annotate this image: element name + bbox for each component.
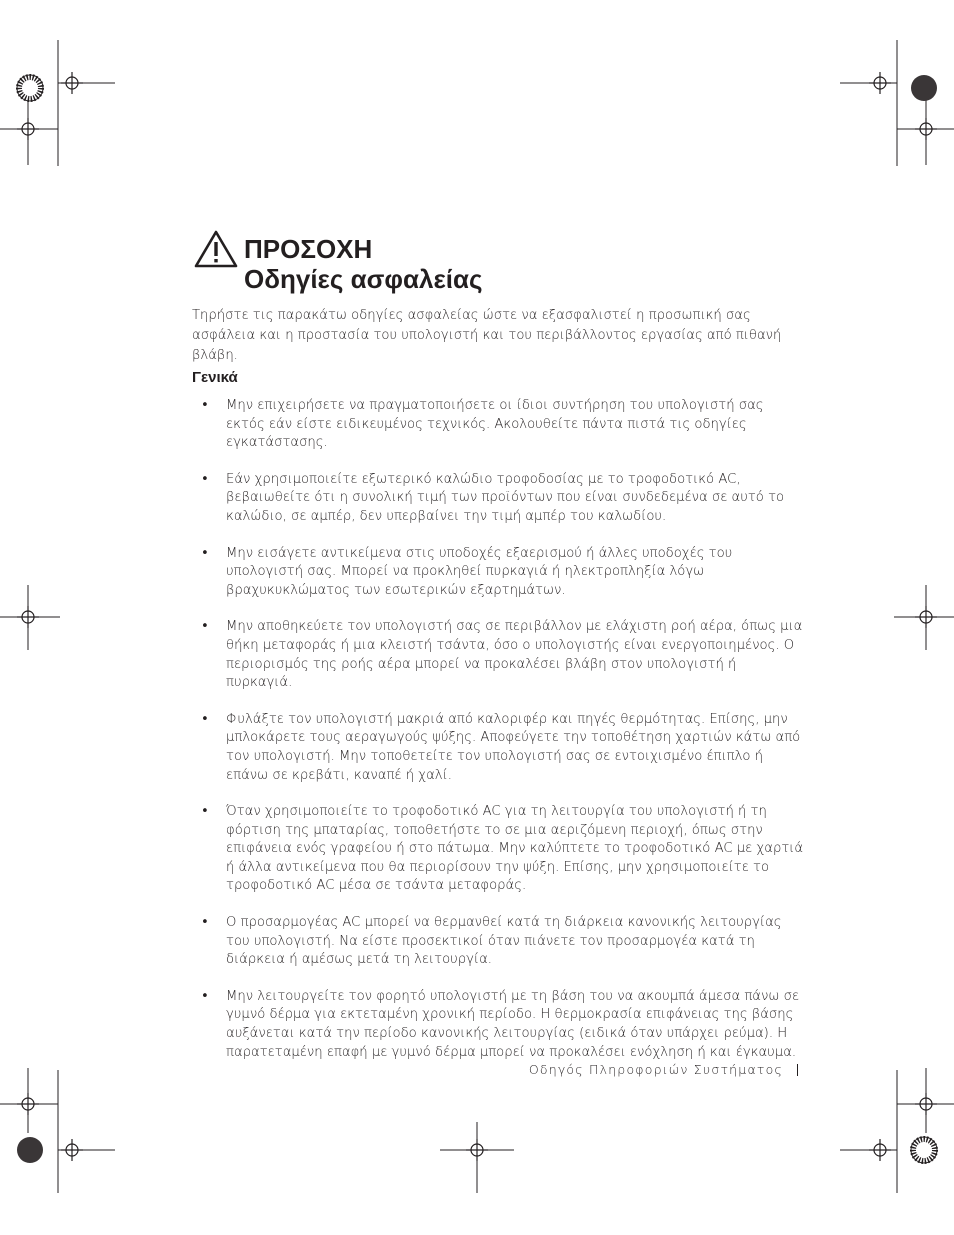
bullet-icon: • xyxy=(201,471,209,487)
bullet-icon: • xyxy=(201,398,209,413)
page-title: Οδηγίες ασφαλείας xyxy=(244,264,483,294)
footer-divider xyxy=(797,1064,798,1076)
intro-paragraph: Τηρήστε τις παρακάτω οδηγίες ασφαλείας ώστε να εξασφαλιστεί η προσωπική σας ασφάλεια και η προστασία του υπολογιστή και του περιβάλλοντος εργασίας από πιθανή βλάβη. xyxy=(192,308,782,363)
list-item: • Μην εισάγετε αντικείμενα στις υποδοχές εξαερισμού ή άλλες υποδοχές του υπολογιστή σας. Μπορεί να προκληθεί πυρκαγιά ή ηλεκτροπληξία λόγω βραχυκυκλώματος των εσωτερικών εξαρτημάτων. xyxy=(201,545,733,598)
list-item: • Μην επιχειρήσετε να πραγματοποιήσετε οι ίδιοι συντήρηση του υπολογιστή σας εκτός εάν είστε ειδικευμένος τεχνικός. Ακολουθείτε πάντα πιστά τις οδηγίες εγκατάστασης. xyxy=(201,398,764,451)
section-heading-general: Γενικά xyxy=(192,369,238,386)
list-item: • Ο προσαρμογέας AC μπορεί να θερμανθεί κατά τη διάρκεια κανονικής λειτουργίας του υπολογιστή. Να είστε προσεκτικοί όταν πιάνετε τον προσαρμογέα κατά τη διάρκεια ή αμέσως μετά τη λειτουργία. xyxy=(201,915,782,968)
list-item: • Μην αποθηκεύετε τον υπολογιστή σας σε περιβάλλον με ελάχιστη ροή αέρα, όπως μια θήκη μεταφοράς ή μια κλειστή τσάντα, όσο ο υπολογιστής είναι ενεργοποιημένος. Ο περιορισμός της ροής αέρα μπορεί να προκαλέσει βλάβη στον υπολογιστή ή πυρκαγιά. xyxy=(201,619,803,691)
list-item: • Εάν χρησιμοποιείτε εξωτερικό καλώδιο τροφοδοσίας με το τροφοδοτικό AC, βεβαιωθείτε ότι η συνολική τιμή των προϊόντων που είναι συνδεδεμένα σε αυτό το καλώδιο, σε αμπέρ, δεν υπερβαίνει την τιμή αμπέρ του καλωδίου. xyxy=(201,471,785,524)
bullet-icon: • xyxy=(201,988,209,1004)
warning-triangle-icon xyxy=(194,230,238,268)
bullet-icon: • xyxy=(201,915,209,931)
bullet-icon: • xyxy=(201,619,209,635)
list-item: • Όταν χρησιμοποιείτε το τροφοδοτικό AC για τη λειτουργία του υπολογιστή ή τη φόρτιση της μπαταρίας, τοποθετήστε το σε μια αεριζόμενη περιοχή, όπως στην επιφάνεια ενός γραφείου ή στο πάτωμα. Μην καλύπτετε το τροφοδοτικό AC με χαρτιά ή άλλα αντικείμενα που θα περιορίσουν την ψύξη. Επίσης, μην χρησιμοποιείτε το τροφοδοτικό AC μέσα σε τσάντα μεταφοράς. xyxy=(201,804,804,894)
bullet-icon: • xyxy=(201,545,209,561)
bullet-icon: • xyxy=(201,711,209,727)
caution-heading: ΠΡΟΣΟΧΗ xyxy=(244,234,373,264)
list-item: • Φυλάξτε τον υπολογιστή μακριά από καλοριφέρ και πηγές θερμότητας. Επίσης, μην μπλοκάρετε τους αεραγωγούς ψύξης. Αποφεύγετε την τοποθέτηση χαρτιών κάτω από τον υπολογιστή. Μην τοποθετείτε τον υπολογιστή σας σε εντοιχισμένο έπιπλο ή επάνω σε κρεβάτι, καναπέ ή χαλί. xyxy=(201,711,801,783)
list-item: • Μην λειτουργείτε τον φορητό υπολογιστή με τη βάση του να ακουμπά άμεσα πάνω σε γυμνό δέρμα για εκτεταμένη χρονική περίοδο. Η θερμοκρασία επιφάνειας της βάσης αυξάνεται κατά την περίοδο κανονικής λειτουργίας (ειδικά όταν υπάρχει ρεύμα). Η παρατεταμένη επαφή με γυμνό δέρμα μπορεί να προκαλέσει ενόχληση ή και έγκαυμα. xyxy=(201,988,800,1060)
page-footer: Οδηγός Πληροφοριών Συστήματος xyxy=(528,1062,783,1077)
bullet-icon: • xyxy=(201,804,209,820)
safety-instructions-list xyxy=(192,397,804,1080)
